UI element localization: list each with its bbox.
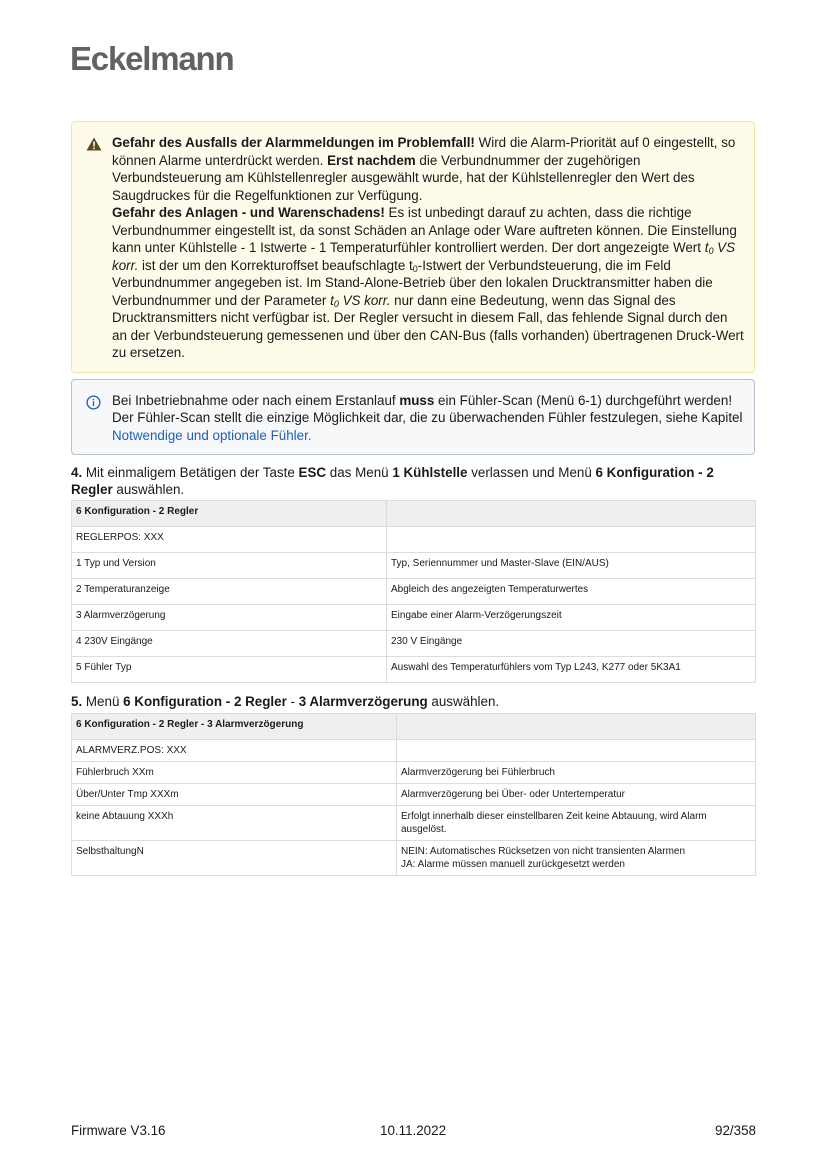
- warning-text: [112, 134, 744, 362]
- menu-item-cell: 6 Konfiguration - 2 Regler: [72, 501, 387, 527]
- page-content: [71, 121, 756, 876]
- menu-table-alarmverzoegerung: [71, 713, 756, 876]
- text-segment: 1 Kühlstelle: [392, 465, 468, 480]
- info-circle-icon: [86, 395, 101, 410]
- description-cell: Erfolgt innerhalb dieser einstellbaren Zeit keine Abtauung, wird Alarm ausgelöst.: [397, 805, 756, 840]
- text-segment: das Menü: [326, 465, 393, 480]
- text-segment: -Istwert der Verbundsteuerung, die im Feld Verbundnummer angegeben ist. Im Stand-Alone-Betrieb über den lokalen Drucktransmitter haben die Verbundnummer und der Parameter: [112, 257, 713, 308]
- table-row: [72, 631, 756, 657]
- step-4-instruction: [71, 465, 756, 498]
- table-row: [72, 761, 756, 783]
- menu-item-cell: Fühlerbruch XXm: [72, 761, 397, 783]
- description-cell: Abgleich des angezeigten Temperaturwertes: [387, 579, 756, 605]
- table-row: [72, 783, 756, 805]
- table-row: [72, 657, 756, 683]
- table-row: [72, 805, 756, 840]
- description-cell: Alarmverzögerung bei Über- oder Untertemperatur: [397, 783, 756, 805]
- description-cell: [397, 713, 756, 739]
- menu-item-cell: ALARMVERZ.POS: XXX: [72, 739, 397, 761]
- menu-item-cell: 1 Typ und Version: [72, 553, 387, 579]
- table-row: [72, 553, 756, 579]
- text-segment: verlassen und Menü: [467, 465, 596, 480]
- description-cell: [387, 527, 756, 553]
- footer-date: 10.11.2022: [380, 1123, 447, 1138]
- text-segment: 6 Konfiguration - 2 Regler: [71, 465, 714, 497]
- description-cell: Alarmverzögerung bei Fühlerbruch: [397, 761, 756, 783]
- menu-item-cell: keine Abtauung XXXh: [72, 805, 397, 840]
- description-cell: [387, 501, 756, 527]
- text-segment: 0: [708, 246, 714, 256]
- text-segment: nur dann eine Bedeutung, wenn das Signal des Drucktransmitters nicht verfügbar ist. Der Regler versucht in diesem Fall, das fehlende Signal durch den an der Verbundsteuerung gemessenen und über den CAN-Bus (falls vorhanden) übertragenen Druck-Wert zu ersetzen.: [112, 292, 744, 360]
- menu-item-cell: Über/Unter Tmp XXXm: [72, 783, 397, 805]
- table-row: [72, 739, 756, 761]
- footer-page-number: 92/358: [715, 1123, 756, 1138]
- text-segment: Es ist unbedingt darauf zu achten, dass die richtige Verbundnummer eingestellt ist, da sonst Schäden an Anlage oder Ware auftreten können. Die Einstellung kann unter Kühlstelle - 1 Istwerte - 1 Temperaturfühler kontrolliert werden. Der dort angezeigte Wert: [112, 205, 737, 255]
- footer-firmware: Firmware V3.16: [71, 1123, 166, 1138]
- info-text: [112, 392, 744, 445]
- menu-table-regler: [71, 500, 756, 683]
- text-segment: auswählen.: [112, 481, 185, 497]
- text-segment: Menü: [82, 694, 124, 709]
- text-segment: Wird die Alarm-Priorität auf 0 eingestellt, so können Alarme unterdrückt werden.: [112, 135, 736, 168]
- text-segment: 0: [412, 263, 418, 274]
- text-segment: die Verbundnummer der zugehörigen Verbundsteuerung am Kühlstellenregler ausgewählt wurde, hat der Kühlstellenregler den Wert des Saugdruckes für die Regelfunktionen zur Verfügung.: [112, 152, 695, 203]
- warning-callout: [71, 121, 755, 373]
- text-segment: 4.: [71, 465, 83, 480]
- text-segment: VS korr.: [112, 240, 736, 273]
- step-5-instruction: [71, 694, 756, 711]
- description-cell: NEIN: Automatisches Rücksetzen von nicht transienten Alarmen JA: Alarme müssen manuell zurückgesetzt werden: [397, 840, 756, 875]
- description-cell: [397, 739, 756, 761]
- eckelmann-logo: Eckelmann: [70, 40, 234, 77]
- text-segment: t: [704, 240, 709, 255]
- text-segment: Bei Inbetriebnahme oder nach einem Erstanlauf: [112, 392, 400, 408]
- menu-item-cell: 4 230V Eingänge: [72, 631, 387, 657]
- text-segment: Gefahr des Anlagen - und Warenschadens!: [112, 205, 385, 220]
- text-segment: VS korr.: [338, 292, 391, 308]
- menu-item-cell: 5 Fühler Typ: [72, 657, 387, 683]
- menu-item-cell: 3 Alarmverzögerung: [72, 605, 387, 631]
- description-cell: Auswahl des Temperaturfühlers vom Typ L243, K277 oder 5K3A1: [387, 657, 756, 683]
- text-segment: -: [286, 694, 299, 709]
- text-segment: 0: [333, 298, 339, 309]
- menu-item-cell: 6 Konfiguration - 2 Regler - 3 Alarmverzögerung: [72, 713, 397, 739]
- table-row: [72, 605, 756, 631]
- description-cell: 230 V Eingänge: [387, 631, 756, 657]
- text-segment: 3 Alarmverzögerung: [298, 694, 428, 709]
- text-segment: t: [330, 292, 334, 308]
- menu-item-cell: 2 Temperaturanzeige: [72, 579, 387, 605]
- menu-item-cell: REGLERPOS: XXX: [72, 527, 387, 553]
- text-segment: ESC: [298, 465, 327, 480]
- text-segment: Erst nachdem: [327, 152, 416, 168]
- text-segment: Gefahr des Ausfalls der Alarmmeldungen im Problemfall!: [112, 135, 475, 150]
- menu-item-cell: SelbsthaltungN: [72, 840, 397, 875]
- description-cell: Typ, Seriennummer und Master-Slave (EIN/AUS): [387, 553, 756, 579]
- text-segment: ist der um den Korrekturoffset beaufschlagte t: [138, 257, 413, 273]
- table-row: [72, 527, 756, 553]
- text-segment: muss: [399, 392, 435, 408]
- warning-triangle-icon: [86, 137, 102, 151]
- text-segment: 5.: [71, 694, 83, 709]
- description-cell: Eingabe einer Alarm-Verzögerungszeit: [387, 605, 756, 631]
- info-callout: [71, 379, 755, 456]
- text-segment: 6 Konfiguration - 2 Regler: [123, 694, 287, 709]
- table-header-row: [72, 713, 756, 739]
- text-segment: auswählen.: [427, 694, 500, 709]
- chapter-link[interactable]: Notwendige und optionale Fühler.: [112, 427, 312, 443]
- text-segment: ein Fühler-Scan (Menü 6-1) durchgeführt werden! Der Fühler-Scan stellt die einzige Möglichkeit dar, die zu überwachenden Fühler festzulegen, siehe Kapitel: [112, 392, 743, 425]
- text-segment: Mit einmaligem Betätigen der Taste: [82, 465, 299, 480]
- table-header-row: [72, 501, 756, 527]
- table-row: [72, 579, 756, 605]
- table-row: [72, 840, 756, 875]
